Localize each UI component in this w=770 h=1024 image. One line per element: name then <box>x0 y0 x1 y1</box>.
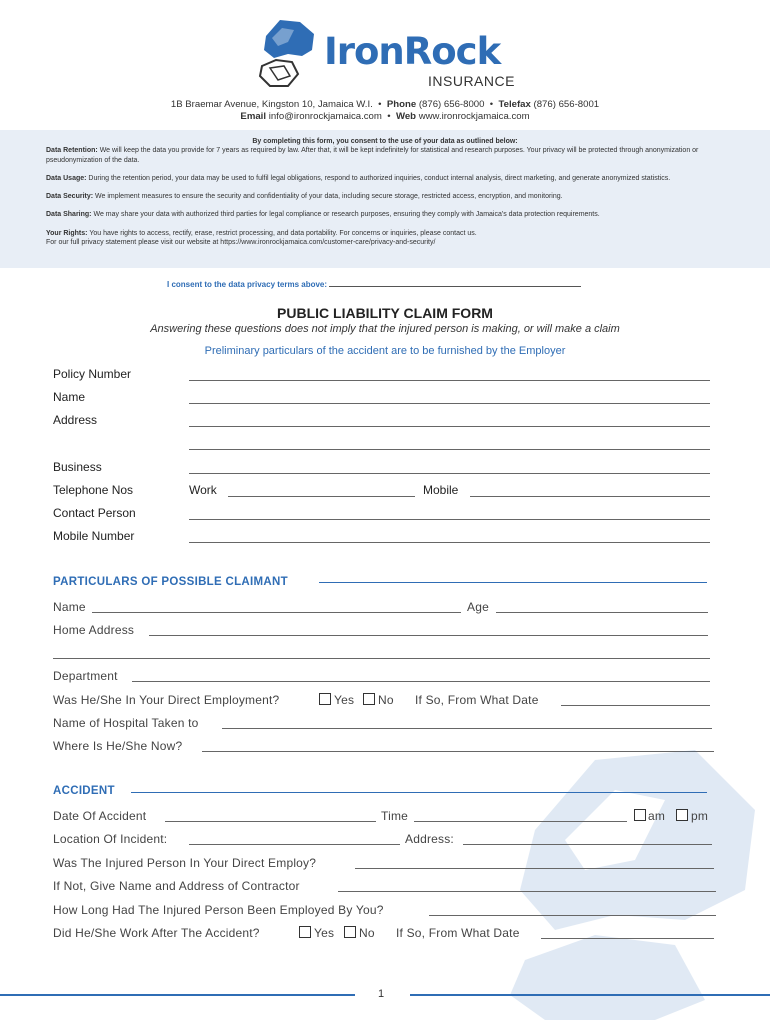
phone-value: (876) 656-8000 <box>418 99 485 110</box>
claimant-name-label: Name <box>53 600 86 614</box>
consent-label: I consent to the data privacy terms above: <box>167 280 328 289</box>
direct-employ-label: Was The Injured Person In Your Direct Employ? <box>53 856 317 870</box>
contact-person-label: Contact Person <box>53 506 136 520</box>
privacy-text: We may share your data with authorized third parties for legal compliance or research purposes, ensuring they comply with Jamaica's data protection requirements. <box>93 211 600 219</box>
privacy-retention <box>46 146 724 165</box>
address-label: Address <box>53 413 98 427</box>
telefax-value: (876) 656-8001 <box>533 99 600 110</box>
privacy-footer: For our full privacy statement please visit our website at https://www.ironrockjamaica.com/customer-care/privacy-and-security/ <box>46 239 436 247</box>
work-after-yes-checkbox[interactable] <box>299 926 311 938</box>
hospital-label: Name of Hospital Taken to <box>53 716 199 730</box>
footer-divider-right <box>410 994 770 996</box>
address-field-line-2[interactable] <box>189 449 710 450</box>
work-after-from-date-field[interactable] <box>541 938 714 939</box>
form-title: PUBLIC LIABILITY CLAIM FORM <box>277 305 493 321</box>
privacy-text: You have rights to access, rectify, erase, restrict processing, and data portability. For concerns or inquiries, please contact us. <box>89 229 477 237</box>
privacy-heading: By completing this form, you consent to the use of your data as outlined below: <box>252 138 518 145</box>
claimant-age-label: Age <box>467 600 489 614</box>
rock-watermark-icon <box>505 720 770 1020</box>
policy-number-label: Policy Number <box>53 367 132 381</box>
accident-time-field[interactable] <box>414 821 627 822</box>
business-field[interactable] <box>189 473 710 474</box>
mobile-number-label: Mobile Number <box>53 529 135 543</box>
employment-yes-label: Yes <box>334 693 355 707</box>
privacy-usage <box>46 174 724 183</box>
privacy-label: Data Sharing: <box>46 211 92 219</box>
mobile-phone-label: Mobile <box>423 483 459 497</box>
accident-address-label: Address: <box>405 832 454 846</box>
separator: • <box>387 111 391 122</box>
name-label: Name <box>53 390 86 404</box>
email-value[interactable]: info@ironrockjamaica.com <box>268 111 382 122</box>
accident-date-field[interactable] <box>165 821 376 822</box>
claimant-section-heading: PARTICULARS OF POSSIBLE CLAIMANT <box>53 576 288 588</box>
contractor-field[interactable] <box>338 891 716 892</box>
work-phone-field[interactable] <box>228 496 415 497</box>
privacy-label: Data Security: <box>46 193 94 201</box>
am-checkbox[interactable] <box>634 809 646 821</box>
work-after-yes-label: Yes <box>314 926 335 940</box>
privacy-security <box>46 192 724 201</box>
employment-yes-checkbox[interactable] <box>319 693 331 705</box>
brand-name: IronRock <box>324 30 501 73</box>
location-label: Location Of Incident: <box>53 832 168 846</box>
department-field[interactable] <box>132 681 710 682</box>
separator: • <box>489 99 494 110</box>
pm-label: pm <box>691 809 709 823</box>
accident-time-label: Time <box>381 809 409 823</box>
home-address-field-line-2[interactable] <box>53 658 710 659</box>
department-label: Department <box>53 669 118 683</box>
telephone-label: Telephone Nos <box>53 483 134 497</box>
accident-date-label: Date Of Accident <box>53 809 147 823</box>
home-address-field[interactable] <box>149 635 708 636</box>
employment-no-checkbox[interactable] <box>363 693 375 705</box>
employment-no-label: No <box>378 693 394 707</box>
phone-label: Phone <box>386 99 417 110</box>
web-value[interactable]: www.ironrockjamaica.com <box>418 111 530 122</box>
privacy-label: Data Retention: <box>46 147 98 155</box>
privacy-rights <box>46 229 724 238</box>
rock-logo-icon <box>258 16 320 90</box>
work-after-label: Did He/She Work After The Accident? <box>53 926 260 940</box>
mobile-number-field[interactable] <box>189 542 710 543</box>
company-logo <box>258 16 528 92</box>
employment-from-date-field[interactable] <box>561 705 710 706</box>
name-field[interactable] <box>189 403 710 404</box>
consent-signature-field[interactable] <box>329 279 581 287</box>
contact-person-field[interactable] <box>189 519 710 520</box>
consent-row <box>167 279 581 289</box>
direct-employment-label: Was He/She In Your Direct Employment? <box>53 693 280 707</box>
section-divider <box>131 792 707 793</box>
pm-checkbox[interactable] <box>676 809 688 821</box>
privacy-text: We will keep the data you provide for 7 years as required by law. After that, it will be kept indefinitely for statistical and research purposes. Your privacy will be protected through anonymization or pseudonymization of the data. <box>46 147 699 164</box>
policy-number-field[interactable] <box>189 380 710 381</box>
claimant-age-field[interactable] <box>496 612 708 613</box>
brand-subtitle: INSURANCE <box>428 73 515 89</box>
where-now-label: Where Is He/She Now? <box>53 739 183 753</box>
web-label: Web <box>395 111 417 122</box>
form-subtitle: Answering these questions does not imply that the injured person is making, or will make a claim <box>150 323 620 335</box>
page-number: 1 <box>378 988 385 1000</box>
am-label: am <box>648 809 666 823</box>
employment-duration-field[interactable] <box>429 915 716 916</box>
privacy-label: Your Rights: <box>46 229 88 237</box>
accident-section-heading: ACCIDENT <box>53 785 115 797</box>
mobile-phone-field[interactable] <box>470 496 710 497</box>
work-after-from-date-label: If So, From What Date <box>396 926 520 940</box>
direct-employ-field[interactable] <box>355 868 714 869</box>
footer-divider-left <box>0 994 355 996</box>
email-label: Email <box>240 111 267 122</box>
claimant-name-field[interactable] <box>92 612 461 613</box>
work-after-no-label: No <box>359 926 375 940</box>
telefax-label: Telefax <box>498 99 531 110</box>
employment-duration-label: How Long Had The Injured Person Been Employed By You? <box>53 903 384 917</box>
location-field[interactable] <box>189 844 400 845</box>
privacy-label: Data Usage: <box>46 174 87 182</box>
business-label: Business <box>53 460 102 474</box>
employment-from-date-label: If So, From What Date <box>415 693 539 707</box>
form-instruction: Preliminary particulars of the accident are to be furnished by the Employer <box>204 345 566 357</box>
privacy-sharing <box>46 210 724 219</box>
company-contact-line <box>0 111 770 122</box>
work-after-no-checkbox[interactable] <box>344 926 356 938</box>
section-divider <box>319 582 707 583</box>
separator: • <box>378 99 382 110</box>
address-text: 1B Braemar Avenue, Kingston 10, Jamaica W.I. <box>170 99 373 110</box>
work-phone-label: Work <box>189 483 217 497</box>
accident-address-field[interactable] <box>463 844 712 845</box>
home-address-label: Home Address <box>53 623 135 637</box>
address-field[interactable] <box>189 426 710 427</box>
privacy-text: During the retention period, your data may be used to fulfil legal obligations, respond to authorized inquiries, conduct internal analysis, direct marketing, and generate anonymized statistics. <box>88 174 671 182</box>
contractor-label: If Not, Give Name and Address of Contractor <box>53 879 300 893</box>
privacy-text: We implement measures to ensure the security and confidentiality of your data, including secure storage, restricted access, encryption, and monitoring. <box>95 193 563 201</box>
company-address-line <box>0 99 770 110</box>
privacy-notice <box>0 130 770 268</box>
